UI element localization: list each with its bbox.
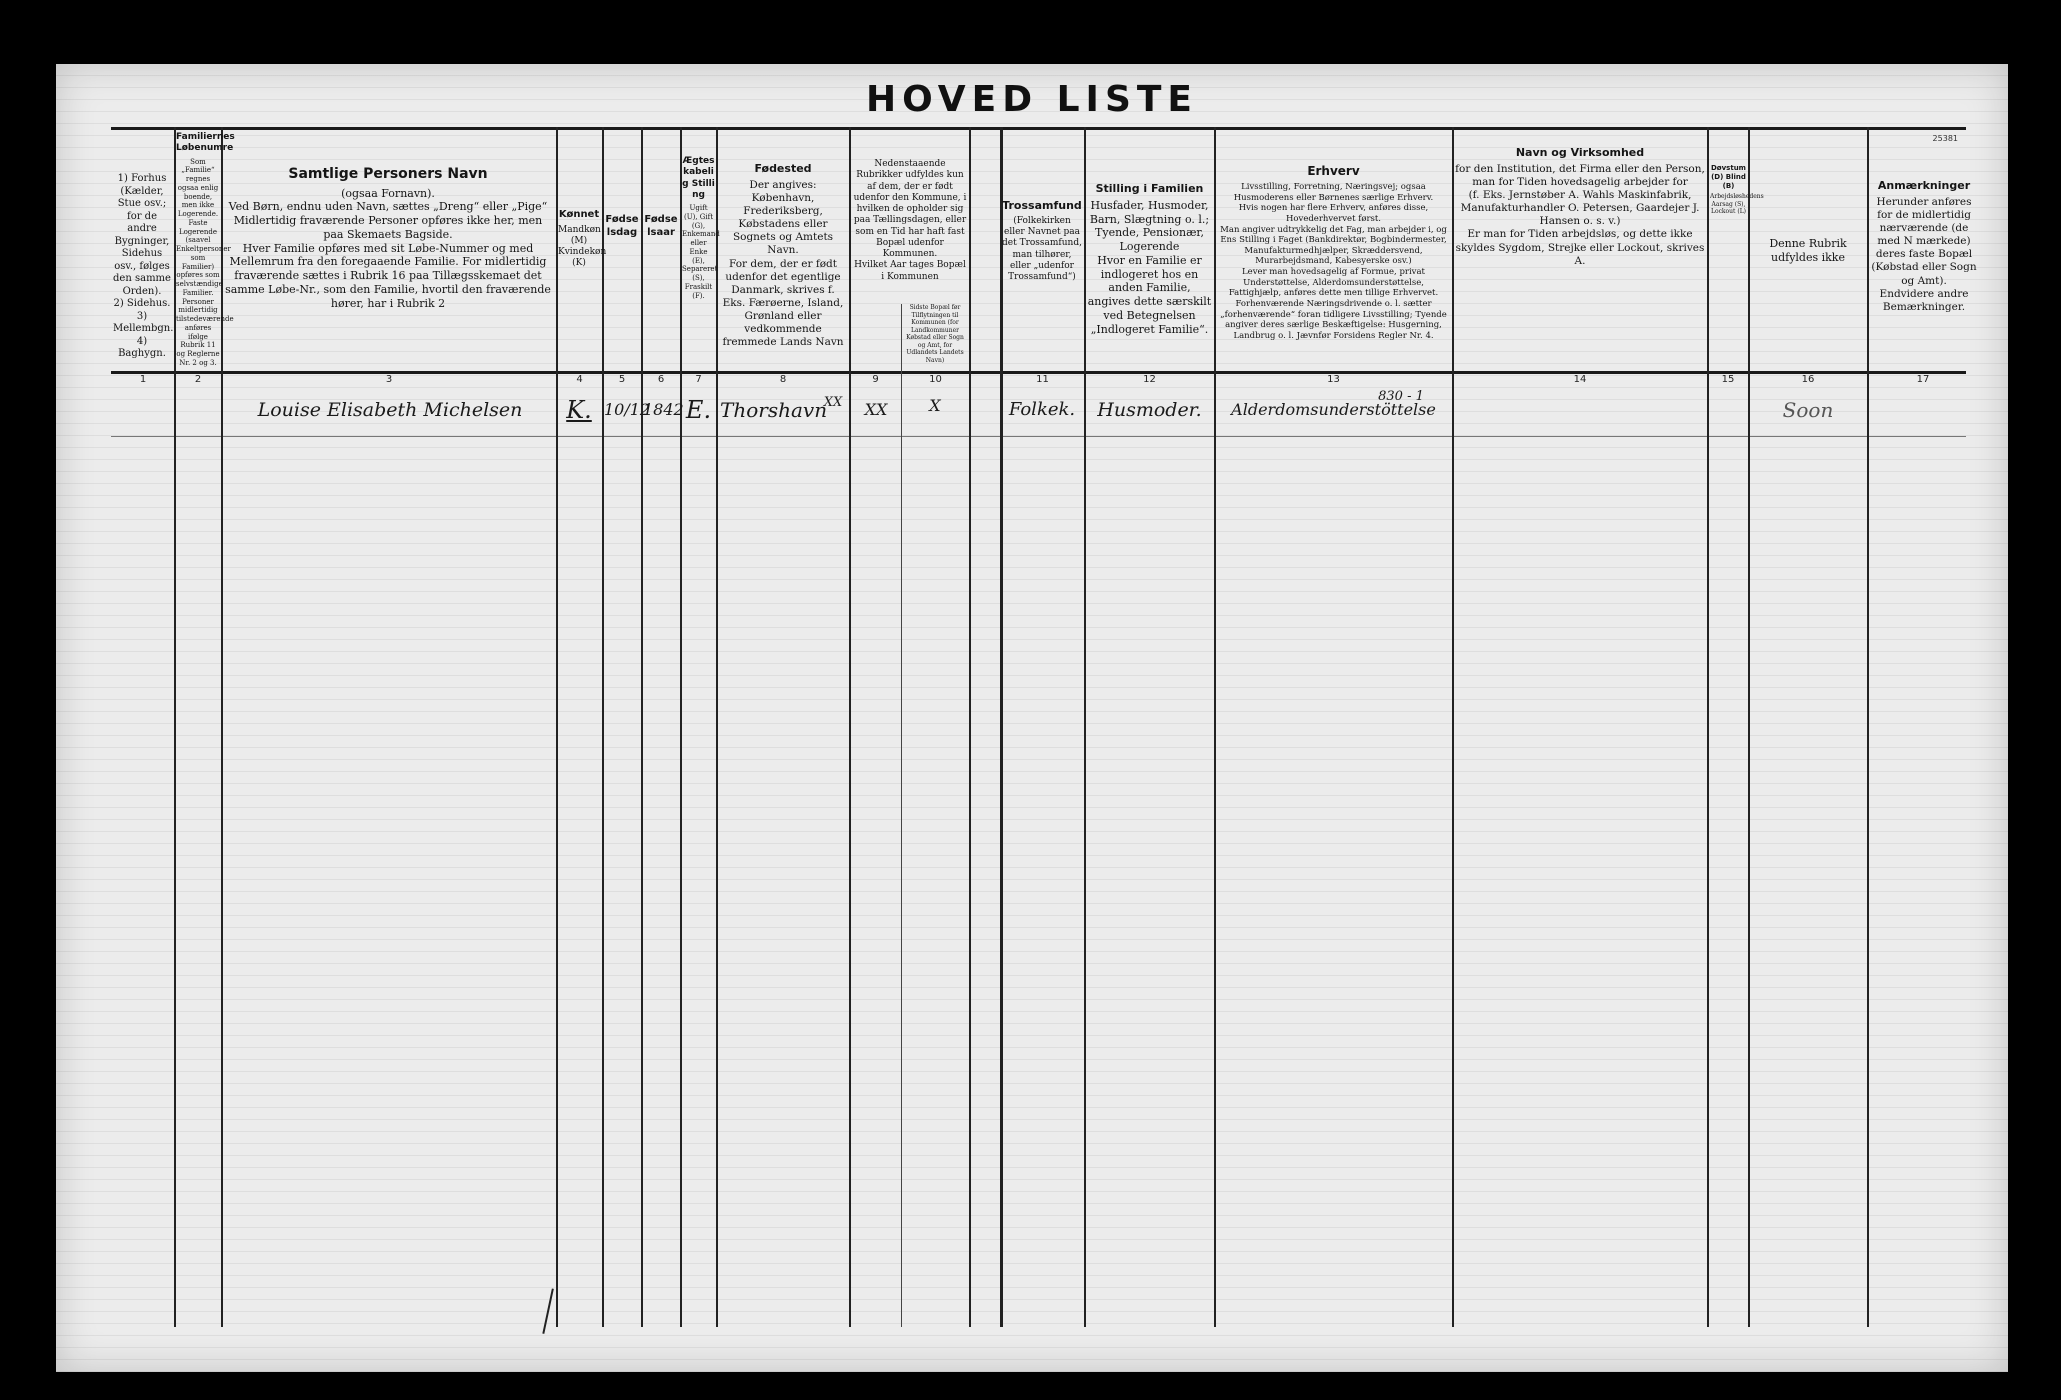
column-number-12: 12 <box>1143 374 1156 385</box>
column-number-15: 15 <box>1721 374 1735 385</box>
row-1-occupation: Alderdomsunderstöttelse <box>1231 400 1436 419</box>
row-1-col-9: XX <box>864 400 888 419</box>
column-number-13: 13 <box>1327 374 1340 385</box>
row-1-occupation-note: 830 - 1 <box>1378 389 1424 404</box>
column-number-10: 10 <box>929 374 942 385</box>
row-1-col-16: Soon <box>1782 398 1834 422</box>
row-1-marital-status: E. <box>685 396 712 424</box>
column-number-2: 2 <box>194 374 202 385</box>
column-rule-7 <box>716 127 718 1327</box>
first-row-rule <box>111 436 1966 437</box>
column-number-3: 3 <box>385 374 393 385</box>
column-number-16: 16 <box>1801 374 1815 385</box>
header-col-14: Navn og Virksomhed for den Institution, det Firma eller den Person, man for Tiden hovedsagelig arbejder for (f. Eks. Jernstøber A. Wahls Maskinfabrik, Manufakturhandler O. Petersen, Gaardejer J. Hansen o. s. v.) Er man for Tiden arbejdsløs, og dette ikke skyldes Sygdom, Strejke eller Lockout, skrives A. <box>1455 146 1705 267</box>
header-col-15: Døvstum (D) Blind (B) Arbejdsløshedens Aarsag (S), Lockout (L) <box>1710 164 1764 216</box>
header-col-7: Ægteskabelig Stilling Ugift (U), Gift (G), Enkemand eller Enke (E), Separeret (S), Fraskilt (F). <box>682 156 720 300</box>
column-number-11: 11 <box>1036 374 1049 385</box>
row-1-sex: K. <box>566 396 592 424</box>
column-number-9: 9 <box>872 374 879 385</box>
column-rule-14 <box>1707 127 1709 1327</box>
column-rule-8 <box>849 127 851 1327</box>
row-1-birthplace-mark: XX <box>823 395 843 410</box>
column-rule-10 <box>969 127 971 1327</box>
header-col-4: Kønnet Mandkøn (M) Kvindekøn (K) <box>558 209 607 269</box>
column-rule-9 <box>901 304 902 1327</box>
census-form-sheet <box>56 64 2008 1372</box>
column-number-17: 17 <box>1916 374 1930 385</box>
header-col-17: Anmærkninger Herunder anføres for de midlertidig nærværende (de med N mærkede) deres faste Bopæl (Købstad eller Sogn og Amt). Endvidere andre Bemærkninger. <box>1871 179 1977 313</box>
form-serial-number: 25381 <box>1932 134 1958 143</box>
column-number-6: 6 <box>657 374 665 385</box>
row-1-name: Louise Elisabeth Michelsen <box>257 399 523 421</box>
column-rule-11 <box>1084 127 1086 1327</box>
header-top-rule <box>111 127 1966 130</box>
header-col-2: Familiernes Løbenumre Som „Familie“ regnes ogsaa enlig boende, men ikke Logerende. Faste Logerende (saavel Enkeltpersoner som Familier) opføres som selvstændige Familier. Personer midlertidig tilstedeværende anføres ifølge Rubrik 11 og Reglerne Nr. 2 og 3. <box>176 132 235 367</box>
column-rule-2 <box>221 127 223 1327</box>
header-col-13: Erhverv Livsstilling, Forretning, Næringsvej; ogsaa Husmoderens eller Børnenes særlige Erhverv. Hvis nogen har flere Erhverv, anføres disse, Hovederhvervet først. Man angiver udtrykkelig det Fag, man arbejder i, og Ens Stilling i Faget (Bankdirektør, Bogbindermester, Manufakturmedhjælper, Skræddersvend, Murarbejdsmand, Kabesyerske osv.) Lever man hovedsagelig af Formue, privat Understøttelse, Alderdomsunderstøttelse, Fattighjælp, anføres dette men tillige Erhvervet. Forhenværende Næringsdrivende o. l. sætter „forhenværende“ foran tidligere Livsstilling; Tyende angiver deres særlige Beskæftigelse: Husgerning, Landbrug o. l. Jævnfør Forsidens Regler Nr. 4. <box>1220 164 1447 341</box>
form-title: HOVED LISTE <box>865 79 1199 120</box>
header-col-6: Fødselsaar <box>644 214 678 238</box>
column-rule-15 <box>1748 127 1750 1327</box>
header-col-1: 1) Forhus (Kælder, Stue osv.; for de andre Bygninger, Sidehus osv., følges den samme Orden). 2) Sidehus. 3) Mellembgn. 4) Baghygn. <box>113 173 174 359</box>
column-number-5: 5 <box>618 374 626 385</box>
row-1-birthyear: 1842 <box>643 400 684 419</box>
row-1-religion: Folkek. <box>1008 399 1076 420</box>
column-number-14: 14 <box>1573 374 1587 385</box>
header-col-5: Fødselsdag <box>605 214 639 238</box>
column-number-7: 7 <box>695 374 702 385</box>
column-number-8: 8 <box>779 374 787 385</box>
column-number-4: 4 <box>576 374 583 385</box>
column-rule-12 <box>1214 127 1216 1327</box>
row-1-family-position: Husmoder. <box>1097 399 1202 421</box>
row-1-birthday: 10/12 <box>604 400 651 419</box>
header-col-9: Nedenstaaende Rubrikker udfyldes kun af dem, der er født udenfor den Kommune, i hvilken de opholder sig paa Tællingsdagen, eller som en Tid har haft fast Bopæl udenfor Kommunen. Hvilket Aar tages Bopæl i Kommunen <box>853 159 967 282</box>
header-col-10: Sidste Bopæl før Tilflytningen til Kommunen (for Landkommuner Købstad eller Sogn og Amt, for Udlandets Landets Navn) <box>906 304 964 364</box>
header-col-8: Fødested Der angives: København, Frederiksberg, Købstadens eller Sognets og Amtets Navn. For dem, der er født udenfor det egentlige Danmark, skrives f. Eks. Færøerne, Island, Grønland eller vedkommende fremmede Lands Navn <box>722 162 844 349</box>
header-col-3: Samtlige Personers Navn (ogsaa Fornavn). Ved Børn, endnu uden Navn, sættes „Dreng“ eller „Pige“ Midlertidig fraværende Personer opføres ikke her, men paa Skemaets Bagside. Hver Familie opføres med sit Løbe-Nummer og med Mellemrum fra den foregaaende Familie. For midlertidig fraværende sættes i Rubrik 16 paa Tillægsskemaet det samme Løbe-Nr., som den Familie, hvortil den fraværende hører, har i Rubrik 2 <box>225 166 551 310</box>
stray-pen-stroke <box>542 1288 561 1335</box>
header-col-11: Trossamfund (Folkekirken eller Navnet paa det Trossamfund, man tilhører, eller „udenfor Trossamfund“) <box>1002 199 1082 282</box>
header-col-12: Stilling i Familien Husfader, Husmoder, Barn, Slægtning o. l.; Tyende, Pensionær, Logerende Hvor en Familie er indlogeret hos en anden Familie, angives dette særskilt ved Betegnelsen „Indlogeret Familie“. <box>1087 182 1212 336</box>
row-1-col-10: X <box>929 396 941 415</box>
header-col-16: Denne Rubrik udfyldes ikke <box>1769 237 1847 264</box>
row-1-birthplace: Thorshavn <box>720 398 828 422</box>
column-rule-13 <box>1452 127 1454 1327</box>
column-number-1: 1 <box>139 374 147 385</box>
